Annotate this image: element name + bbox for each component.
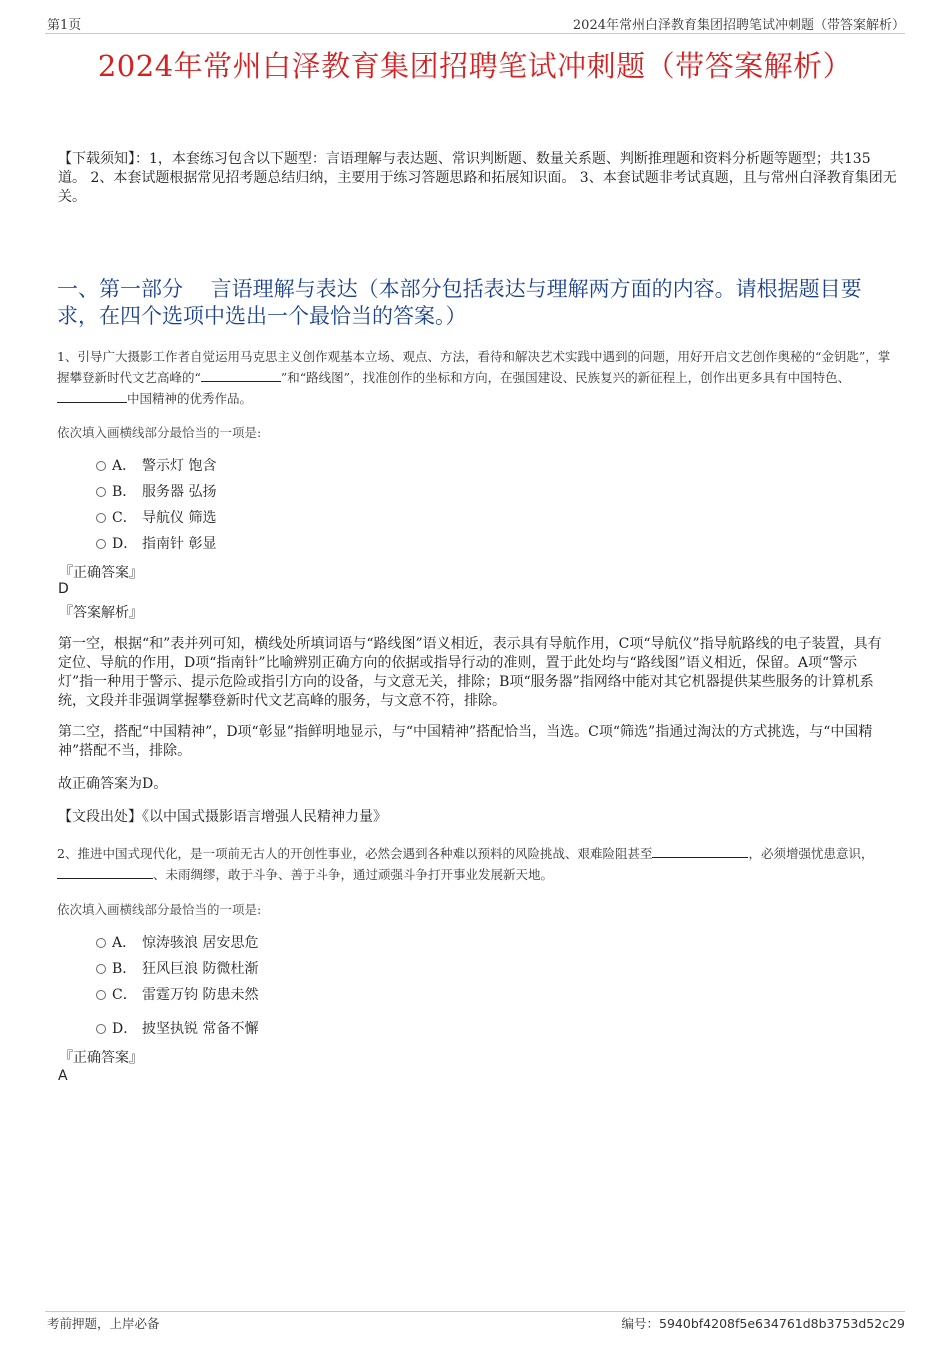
download-notice: 【下载须知】：1，本套练习包含以下题型：言语理解与表达题、常识判断题、数量关系题、判断推理题和资料分析题等题型；共135道。 2、本套试题根据常见招考题总结归纳，主要用于练习答题思路和拓展知识面。 3、本套试题非考试真题，且与常州白泽教育集团无关。 [58,151,897,205]
section-title: 一、第一部分 言语理解与表达（本部分包括表达与理解两方面的内容。请根据题目要求，在四个选项中选出一个最恰当的答案。） [57,277,862,328]
option-letter: B． [112,961,137,977]
question-2-instruction: 依次填入画横线部分最恰当的一项是: [57,902,262,917]
question-2-blank-2 [57,865,153,879]
option-letter: A． [112,458,137,474]
question-1-analysis-para-1: 第一空，根据“和”表并列可知，横线处所填词语与“路线图”语义相近，表示具有导航作用，C项“导航仪”指导航路线的电子装置，具有定位、导航的作用，D项“指南针”比喻辨别正确方向的依据或指导行动的准则，置于此处均与“路线图”语义相近，保留。A项“警示灯”指一种用于警示、提示危险或指引方向的设备，与文意无关，排除；B项“服务器”指网络中能对其它机器提供某些服务的计算机系统，文段并非强调掌握攀登新时代文艺高峰的服务，与文意不符，排除。 [58,636,882,709]
option-letter: D． [112,536,138,552]
option-letter: C． [112,987,137,1003]
option-text: 警示灯 饱含 [142,458,217,474]
question-1-analysis-label: 『答案解析』 [59,605,143,621]
question-2-option-a[interactable] [96,933,258,953]
question-1-option-c[interactable] [96,508,216,528]
footer-divider [45,1311,905,1312]
question-1-answer-label: 『正确答案』 [59,565,143,581]
question-1-option-d[interactable] [96,534,216,554]
question-2-answer: A [58,1068,68,1084]
question-1-instruction: 依次填入画横线部分最恰当的一项是: [57,425,262,440]
footer-code [622,1314,906,1332]
footer-slogan: 考前押题，上岸必备 [47,1316,160,1331]
option-text: 惊涛骇浪 居安思危 [142,935,259,951]
option-text: 服务器 弘扬 [142,484,217,500]
radio-icon[interactable] [96,964,106,974]
question-2-stem [57,843,895,885]
question-2-option-c[interactable] [96,985,258,1005]
option-letter: C． [112,510,137,526]
header-page-number: 第1页 [47,18,82,33]
option-text: 雷霆万钧 防患未然 [142,987,259,1003]
question-2-option-d[interactable] [96,1019,258,1039]
radio-icon[interactable] [96,1024,106,1034]
question-2-text-part1: 2、推进中国式现代化，是一项前无古人的开创性事业，必然会遇到各种难以预料的风险挑战、艰难险阻甚至 [57,846,653,861]
question-1-analysis-para-2: 第二空，搭配“中国精神”，D项“彰显”指鲜明地显示，与“中国精神”搭配恰当，当选。C项“筛选”指通过淘汰的方式挑选，与“中国精神”搭配不当，排除。 [58,724,873,759]
footer-code-label: 编号： [621,1316,660,1331]
question-2-blank-1 [652,844,748,858]
question-1-option-a[interactable] [96,456,216,476]
question-1-option-b[interactable] [96,482,216,502]
radio-icon[interactable] [96,513,106,523]
radio-icon[interactable] [96,461,106,471]
question-1-text-part2: ”和“路线图”，找准创作的坐标和方向，在强国建设、民族复兴的新征程上，创作出更多具有中国特色、 [280,370,851,385]
header-divider [45,33,905,34]
option-letter: D． [112,1021,138,1037]
question-2-answer-label: 『正确答案』 [59,1050,143,1066]
question-2-text-part2: ，必须增强忧患意识， [748,846,874,861]
header-doc-title: 2024年常州白泽教育集团招聘笔试冲刺题（带答案解析） [572,18,905,33]
question-1-blank-2 [57,389,127,403]
page-title: 2024年常州白泽教育集团招聘笔试冲刺题（带答案解析） [97,49,853,83]
option-text: 狂风巨浪 防微杜渐 [142,961,259,977]
radio-icon[interactable] [96,938,106,948]
footer-code-value: 5940bf4208f5e634761d8b3753d52c29 [659,1316,905,1331]
option-letter: A． [112,935,137,951]
radio-icon[interactable] [96,539,106,549]
option-text: 指南针 彰显 [142,536,217,552]
radio-icon[interactable] [96,990,106,1000]
option-text: 披坚执锐 常备不懈 [142,1021,259,1037]
option-letter: B． [112,484,137,500]
question-2-option-b[interactable] [96,959,258,979]
question-1-text-part3: 中国精神的优秀作品。 [127,391,253,406]
question-1-stem [57,346,895,409]
option-text: 导航仪 筛选 [142,510,217,526]
question-1-answer: D [58,581,69,597]
question-1-text-part1: 1、引导广大摄影工作者自觉运用马克思主义创作观基本立场、观点、方法，看待和解决艺术实践中遇到的问题，用好开启文艺创作奥秘的“金钥匙”，掌握攀登新时代文艺高峰的“ [57,349,891,385]
radio-icon[interactable] [96,487,106,497]
question-2-text-part3: 、未雨绸缪，敢于斗争、善于斗争，通过顽强斗争打开事业发展新天地。 [153,867,554,882]
question-1-analysis-para-3: 故正确答案为D。 [58,776,168,792]
question-1-source: 【文段出处】《以中国式摄影语言增强人民精神力量》 [58,809,387,825]
question-1-blank-1 [201,368,281,382]
